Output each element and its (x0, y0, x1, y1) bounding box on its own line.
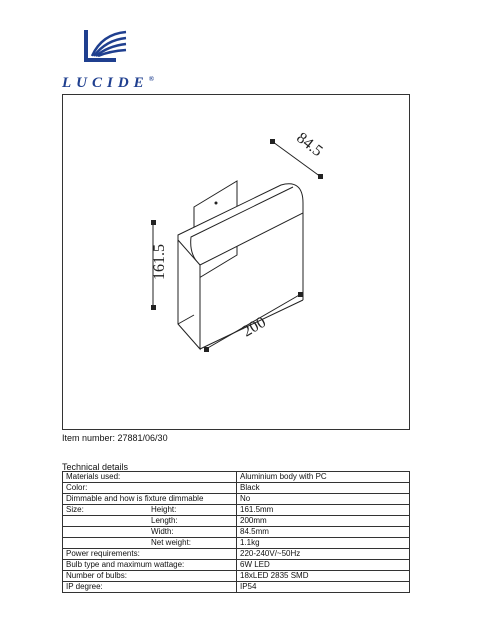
spec-value: Aluminium body with PC (237, 472, 410, 483)
spec-value: 18xLED 2835 SMD (237, 571, 410, 582)
dim-marker (204, 347, 209, 352)
spec-label: Power requirements: (66, 549, 140, 558)
dim-marker (270, 139, 275, 144)
spec-row (63, 560, 410, 571)
spec-label: Color: (66, 483, 88, 492)
spec-label-cell (63, 549, 237, 560)
dim-marker (151, 220, 156, 225)
spec-row (63, 505, 410, 516)
dim-marker (298, 292, 303, 297)
spec-label: Materials used: (66, 472, 121, 481)
spec-label: Dimmable and how is fixture dimmable (66, 494, 204, 503)
technical-details-title: Technical details (62, 462, 129, 472)
spec-label: Number of bulbs: (66, 571, 127, 580)
spec-value: No (237, 494, 410, 505)
spec-value: Black (237, 483, 410, 494)
lamp-body (178, 184, 303, 265)
spec-row (63, 483, 410, 494)
spec-value: 84.5mm (237, 527, 410, 538)
spec-row (63, 571, 410, 582)
spec-label-cell (63, 505, 237, 516)
spec-label: Size: (66, 505, 84, 514)
screw (215, 202, 218, 205)
spec-value: 6W LED (237, 560, 410, 571)
spec-value: 220-240V/~50Hz (237, 549, 410, 560)
spec-value: 200mm (237, 516, 410, 527)
brand-logo (62, 26, 162, 96)
spec-label-cell (63, 483, 237, 494)
spec-label-cell (63, 527, 237, 538)
spec-label-cell (63, 560, 237, 571)
trademark-symbol: ® (148, 75, 154, 83)
spec-value: IP54 (237, 582, 410, 593)
spec-row (63, 494, 410, 505)
spec-label-cell (63, 472, 237, 483)
spec-row (63, 527, 410, 538)
dim-marker (318, 174, 323, 179)
product-drawing (62, 94, 410, 430)
spec-value: 1.1kg (237, 538, 410, 549)
lucide-logo-icon (82, 26, 130, 72)
spec-sublabel: Net weight: (151, 538, 192, 547)
spec-label-cell (63, 538, 237, 549)
spec-value: 161.5mm (237, 505, 410, 516)
spec-row (63, 549, 410, 560)
technical-details-body (63, 472, 410, 593)
spec-sublabel: Width: (151, 527, 174, 536)
spec-label-cell (63, 582, 237, 593)
spec-label-cell (63, 494, 237, 505)
spec-sublabel: Height: (151, 505, 177, 514)
wall-light-drawing (63, 95, 411, 431)
technical-details-table (62, 471, 410, 593)
spec-sublabel: Length: (151, 516, 178, 525)
brand-name (62, 75, 162, 92)
spec-label: Bulb type and maximum wattage: (66, 560, 185, 569)
spec-row (63, 538, 410, 549)
spec-row (63, 582, 410, 593)
dim-marker (151, 305, 156, 310)
dim-label-depth: 84.5 (293, 129, 326, 161)
spec-label-cell (63, 516, 237, 527)
spec-row (63, 472, 410, 483)
spec-label-cell (63, 571, 237, 582)
item-number: Item number: 27881/06/30 (62, 433, 168, 443)
dim-label-width: 200 (239, 313, 269, 341)
brand-wordmark: LUCIDE (62, 75, 149, 91)
spec-label: IP degree: (66, 582, 103, 591)
dim-label-height: 161.5 (151, 244, 168, 280)
spec-row (63, 516, 410, 527)
